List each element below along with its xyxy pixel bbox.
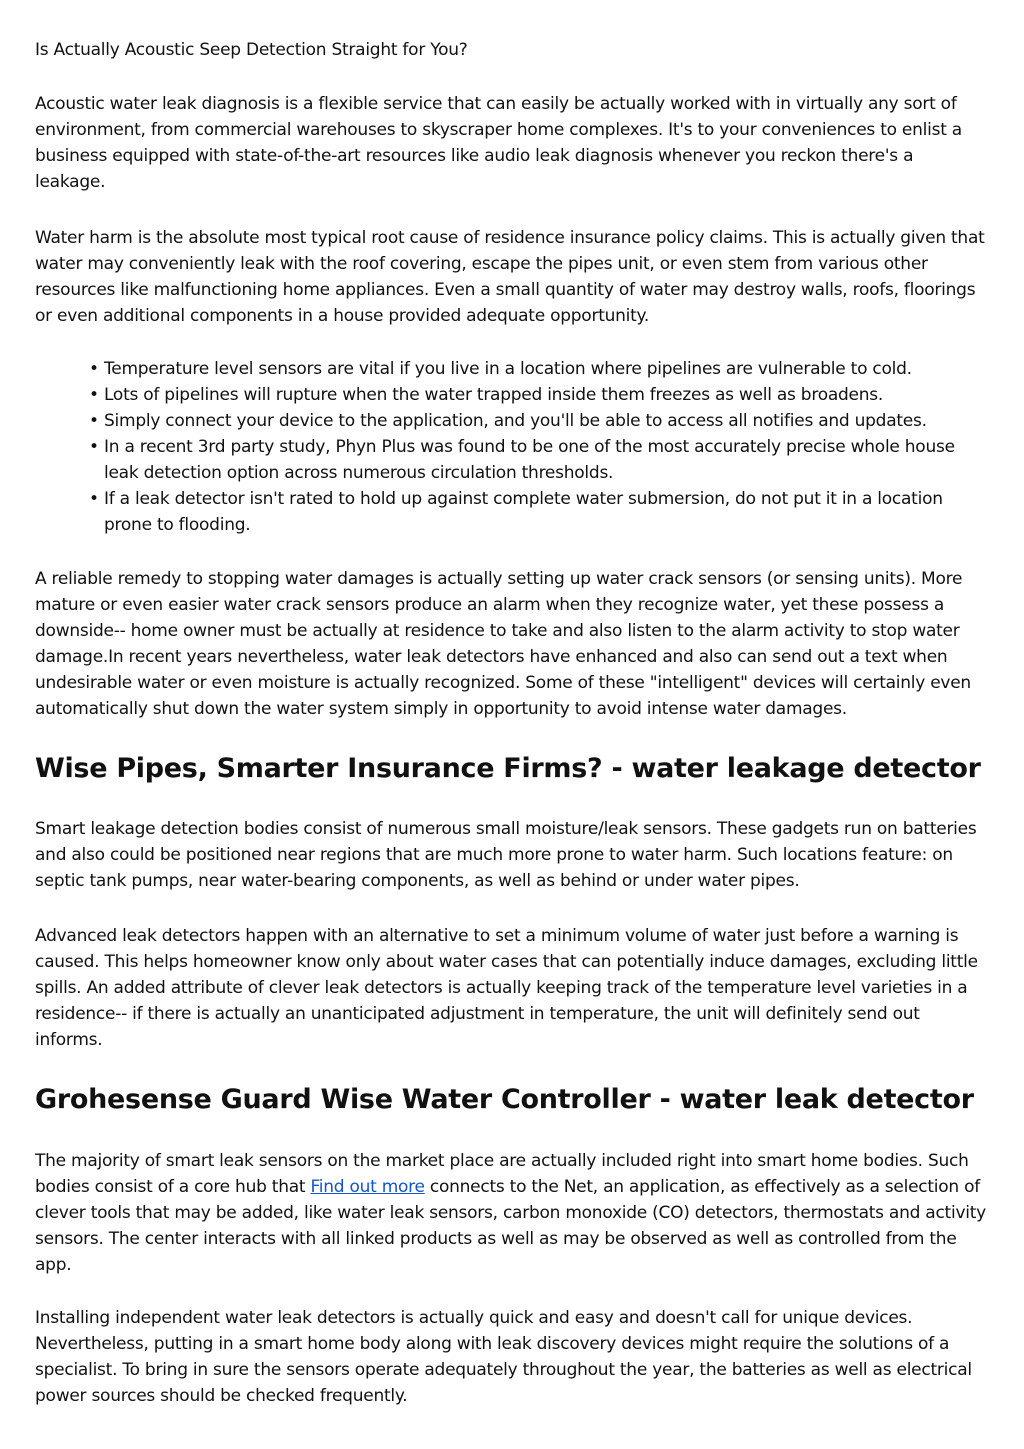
bullet-list — [35, 356, 988, 538]
section-1-heading: Wise Pipes, Smarter Insurance Firms? - water leakage detector — [35, 753, 981, 784]
list-item — [35, 382, 988, 408]
bullet-glyph: • — [89, 359, 99, 379]
intro-paragraph-2: Water harm is the absolute most typical root cause of residence insurance policy claims. This is actually given that water may conveniently leak with the roof covering, escape the pipes unit, or even stem from various other resources like malfunctioning home appliances. Even a small quantity of water may destroy walls, roofs, floorings or even additional components in a house provided adequate opportunity. — [35, 228, 985, 326]
list-item-text: In a recent 3rd party study, Phyn Plus was found to be one of the most accurately precise whole house leak detection option across numerous circulation thresholds. — [104, 437, 955, 483]
bullet-glyph: • — [89, 385, 99, 405]
list-item — [35, 408, 988, 434]
bullet-glyph: • — [89, 437, 99, 457]
section-2-paragraph-1 — [35, 1148, 988, 1278]
paragraph-after-bullets: A reliable remedy to stopping water damages is actually setting up water crack sensors (or sensing units). More mature or even easier water crack sensors produce an alarm when they recognize water, yet these possess a downside-- home owner must be actually at residence to take and also listen to the alarm activity to stop water damage.In recent years nevertheless, water leak detectors have enhanced and also can send out a text when undesirable water or even moisture is actually recognized. Some of these "intelligent" devices will certainly even automatically shut down the water system simply in opportunity to avoid intense water damages. — [35, 569, 971, 719]
section-2-paragraph-1-start: The majority of smart leak sensors on the market place are actually included right into smart home bodies. Such bodies consist of a core hub that — [35, 1151, 969, 1197]
section-2-paragraph-1-end: connects to the Net, an application, as effectively as a selection of clever tools that may be added, like water leak sensors, carbon monoxide (CO) detectors, thermostats and activity sensors. The center interacts with all linked products as well as may be observed as well as controlled from the app. — [35, 1177, 986, 1275]
section-2-heading: Grohesense Guard Wise Water Controller - water leak detector — [35, 1084, 974, 1115]
bullet-glyph: • — [89, 411, 99, 431]
list-item — [35, 434, 988, 486]
find-out-more-link[interactable]: Find out more — [310, 1177, 425, 1197]
list-item-text: Lots of pipelines will rupture when the water trapped inside them freezes as well as broadens. — [104, 385, 884, 405]
list-item — [35, 356, 988, 382]
bullet-glyph: • — [89, 489, 99, 509]
section-1-paragraph-1: Smart leakage detection bodies consist of numerous small moisture/leak sensors. These gadgets run on batteries and also could be positioned near regions that are much more prone to water harm. Such locations feature: on septic tank pumps, near water-bearing components, as well as behind or under water pipes. — [35, 819, 977, 891]
document-title-line: Is Actually Acoustic Seep Detection Straight for You? — [35, 40, 468, 60]
list-item-text: Temperature level sensors are vital if you live in a location where pipelines are vulnerable to cold. — [104, 359, 912, 379]
intro-paragraph-1: Acoustic water leak diagnosis is a flexible service that can easily be actually worked with in virtually any sort of environment, from commercial warehouses to skyscraper home complexes. It's to your conveniences to enlist a business equipped with state-of-the-art resources like audio leak diagnosis whenever you reckon there's a leakage. — [35, 94, 962, 192]
section-2-paragraph-2: Installing independent water leak detectors is actually quick and easy and doesn't call for unique devices. Nevertheless, putting in a smart home body along with leak discovery devices might require the solutions of a specialist. To bring in sure the sensors operate adequately throughout the year, the batteries as well as electrical power sources should be checked frequently. — [35, 1308, 972, 1406]
list-item-text: If a leak detector isn't rated to hold up against complete water submersion, do not put it in a location prone to flooding. — [104, 489, 943, 535]
section-1-paragraph-2: Advanced leak detectors happen with an alternative to set a minimum volume of water just before a warning is caused. This helps homeowner know only about water cases that can potentially induce damages, excluding little spills. An added attribute of clever leak detectors is actually keeping track of the temperature level varieties in a residence-- if there is actually an unanticipated adjustment in temperature, the unit will definitely send out informs. — [35, 926, 978, 1050]
list-item-text: Simply connect your device to the application, and you'll be able to access all notifies and updates. — [104, 411, 927, 431]
list-item — [35, 486, 988, 538]
